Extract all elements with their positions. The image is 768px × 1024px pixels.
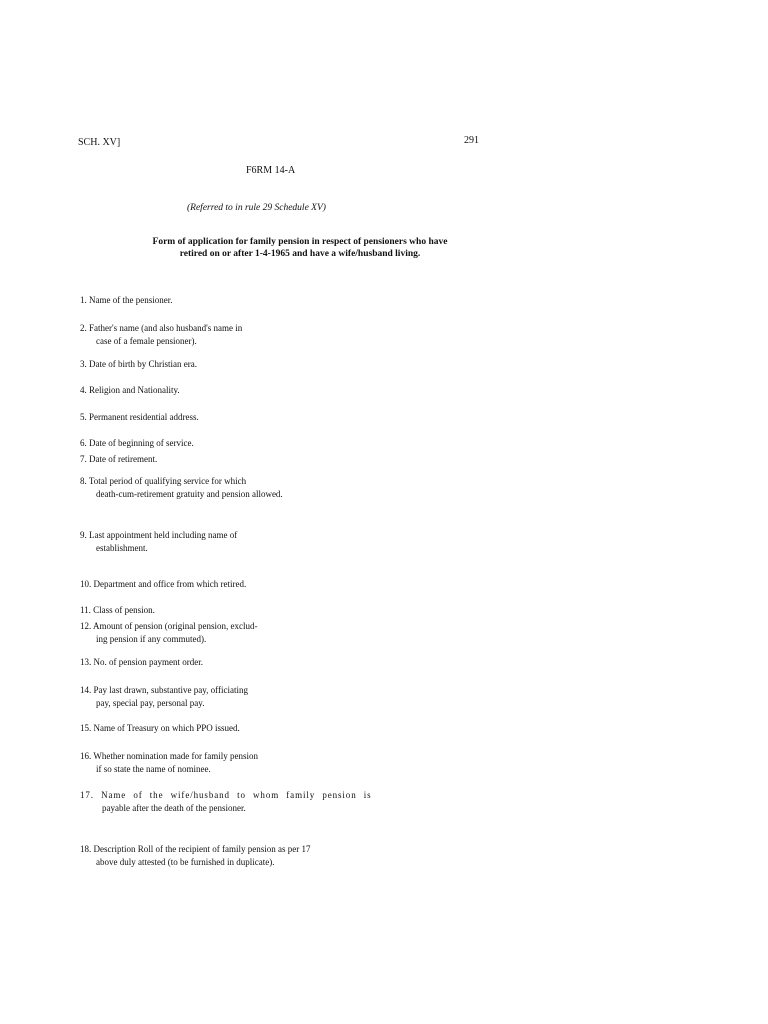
- item-text: 6. Date of beginning of service.: [80, 438, 194, 448]
- item-text: 12. Amount of pension (original pension, exclud-: [80, 621, 258, 631]
- item-text: 13. No. of pension payment order.: [80, 657, 203, 667]
- form-item-1: [80, 294, 172, 307]
- page-number: 291: [464, 135, 479, 146]
- item-text: 14. Pay last drawn, substantive pay, officiating: [80, 685, 248, 695]
- schedule-reference: SCH. XV]: [78, 137, 121, 148]
- form-item-12: [80, 620, 257, 646]
- item-text: 4. Religion and Nationality.: [80, 385, 180, 395]
- item-text: 9. Last appointment held including name of: [80, 530, 238, 540]
- item-text: 2. Father's name (and also husband's name in: [80, 323, 243, 333]
- item-text-continued: death-cum-retirement gratuity and pension allowed.: [96, 489, 283, 499]
- form-heading: Form of application for family pension in respect of pensioners who have retired on or after 1-4-1965 and have a wife/husband living.: [152, 237, 448, 259]
- item-text: 11. Class of pension.: [80, 605, 155, 615]
- item-text: 7. Date of retirement.: [80, 454, 158, 464]
- item-text-continued: payable after the death of the pensioner.: [102, 803, 246, 813]
- form-item-13: [80, 656, 203, 669]
- item-text: 10. Department and office from which retired.: [80, 579, 247, 589]
- form-item-14: [80, 684, 248, 710]
- form-item-17: [80, 789, 372, 815]
- item-text: 18. Description Roll of the recipient of family pension as per 17: [80, 844, 311, 854]
- item-text-continued: ing pension if any commuted).: [96, 634, 207, 644]
- form-heading-line-1: Form of application for family pension in respect of pensioners who have: [152, 237, 448, 247]
- form-item-9: [80, 529, 237, 555]
- item-text: 3. Date of birth by Christian era.: [80, 359, 197, 369]
- form-item-7: [80, 453, 157, 466]
- item-text-continued: case of a female pensioner).: [96, 336, 197, 346]
- item-text-continued: if so state the name of nominee.: [96, 764, 211, 774]
- item-text-continued: above duly attested (to be furnished in duplicate).: [96, 857, 275, 867]
- form-item-10: [80, 578, 246, 591]
- item-text: 15. Name of Treasury on which PPO issued.: [80, 723, 240, 733]
- form-item-8: [80, 475, 283, 501]
- item-text: 5. Permanent residential address.: [80, 412, 199, 422]
- form-item-5: [80, 411, 199, 424]
- form-item-4: [80, 384, 180, 397]
- rule-reference: (Referred to in rule 29 Schedule XV): [187, 203, 326, 213]
- form-item-2: [80, 322, 242, 348]
- item-text: 17. Name of the wife/husband to whom family pension is: [80, 790, 372, 800]
- form-title: F6RM 14-A: [246, 165, 296, 176]
- form-item-11: [80, 604, 155, 617]
- item-text-continued: establishment.: [96, 543, 148, 553]
- item-text: 8. Total period of qualifying service for which: [80, 476, 247, 486]
- item-text: 16. Whether nomination made for family pension: [80, 751, 259, 761]
- form-item-3: [80, 358, 197, 371]
- item-text-continued: pay, special pay, personal pay.: [96, 698, 205, 708]
- item-text: 1. Name of the pensioner.: [80, 295, 173, 305]
- form-item-6: [80, 437, 194, 450]
- form-item-15: [80, 722, 240, 735]
- form-heading-line-2: retired on or after 1-4-1965 and have a wife/husband living: [179, 249, 418, 259]
- form-item-16: [80, 750, 258, 776]
- form-item-18: [80, 843, 310, 869]
